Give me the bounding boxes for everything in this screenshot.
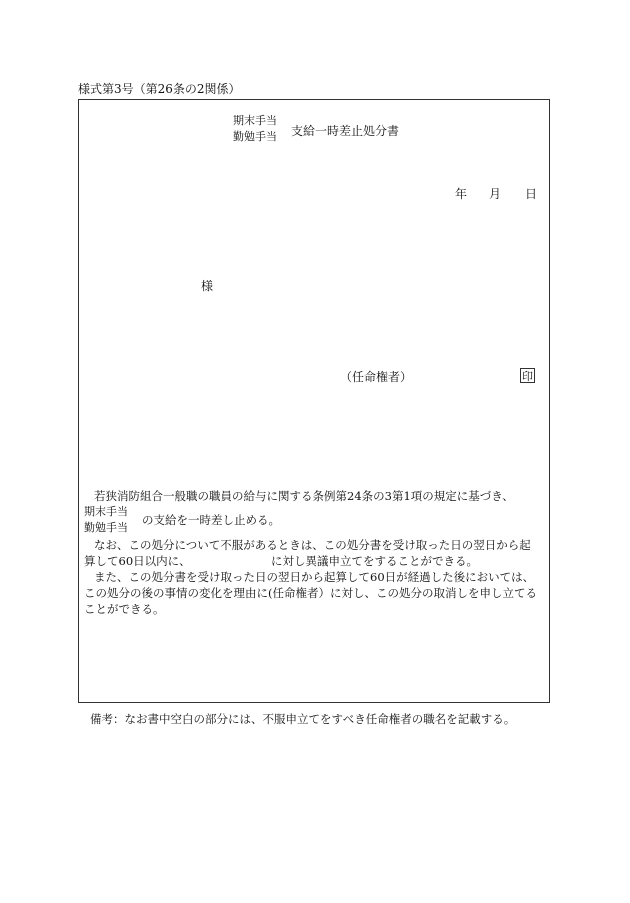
title-allowance-top: 期末手当 [233, 114, 277, 127]
body-para3-line-3: ことができる。 [84, 602, 165, 616]
authority-label: （任命権者） [340, 370, 413, 384]
body-line-2: の支給を一時差し止める。 [142, 513, 280, 527]
body-line-1: 若狭消防組合一般職の職員の給与に関する条例第24条の3第1項の規定に基づき、 [94, 489, 514, 503]
body-allowance-types [84, 504, 128, 536]
title-allowance-types [233, 113, 277, 145]
addressee-suffix: 様 [201, 279, 214, 293]
body-para2-line-2a: 算して60日以内に、 [84, 554, 191, 568]
seal-icon: 印 [522, 370, 533, 383]
body-allowance-top: 期末手当 [84, 505, 128, 518]
remarks-note: 備考：なお書中空白の部分には、不服申立てをすべき任命権者の職名を記載する。 [90, 712, 516, 726]
title-allowance-bottom: 勤勉手当 [233, 130, 277, 143]
form-number: 様式第3号（第26条の2関係） [78, 82, 241, 96]
body-para3-line-2: この処分の後の事情の変化を理由に(任命権者）に対し、この処分の取消しを申し立てる [84, 586, 537, 600]
body-allowance-bottom: 勤勉手当 [84, 521, 128, 534]
body-para3-line-1: また、この処分書を受け取った日の翌日から起算して60日が経過した後においては、 [94, 570, 535, 584]
date-day-label: 日 [525, 187, 538, 201]
body-para2-line-1: なお、この処分について不服があるときは、この処分書を受け取った日の翌日から起 [94, 538, 531, 552]
body-para2-line-2b: に対し異議申立てをすることができる。 [271, 554, 478, 568]
date-month-label: 月 [489, 187, 502, 201]
date-year-label: 年 [455, 187, 468, 201]
document-title: 支給一時差止処分書 [291, 124, 400, 138]
